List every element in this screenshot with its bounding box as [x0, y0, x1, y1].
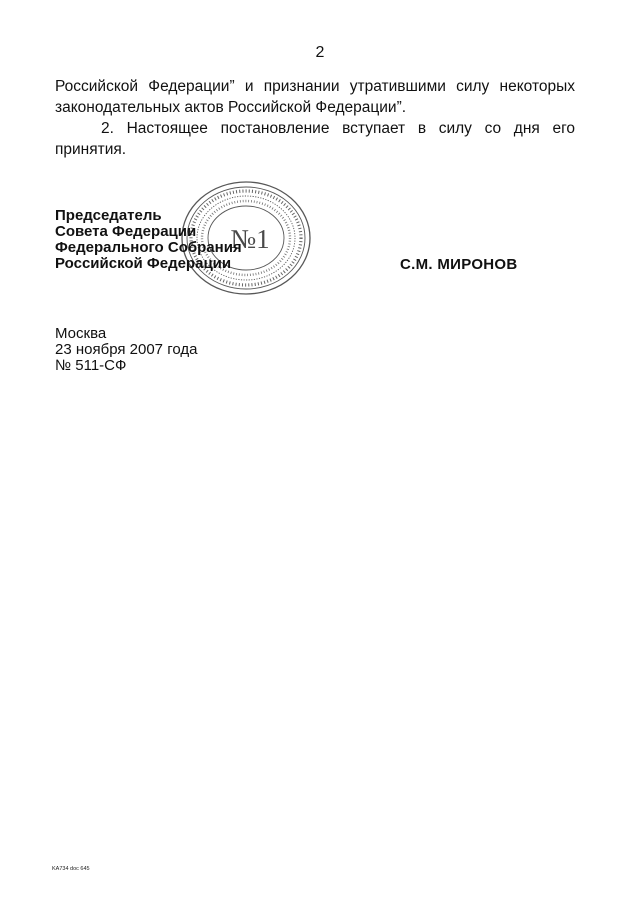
signature-title [55, 208, 242, 272]
document-number: № 511-СФ [55, 357, 127, 374]
paragraph-1-line-2: законодательных актов Российской Федерации”. [55, 99, 407, 116]
seal-number: №1 [230, 224, 270, 254]
signature-title-line-1: Председатель [55, 207, 162, 224]
city: Москва [55, 325, 107, 342]
paragraph-2 [55, 118, 575, 160]
page-number: 2 [315, 44, 325, 61]
place-date-block [55, 326, 197, 374]
document-date: 23 ноября 2007 года [55, 341, 198, 358]
paragraph-2-line-2: принятия. [55, 141, 127, 158]
footer-code: KA734 doc 645 [52, 866, 90, 872]
signer-name: С.М. МИРОНОВ [400, 256, 518, 273]
paragraph-1-line-1: Российской Федерации” и признании утратившими силу некоторых [55, 78, 575, 95]
signature-title-line-4: Российской Федерации [55, 255, 232, 272]
paragraph-2-line-1: 2. Настоящее постановление вступает в силу со дня его [101, 120, 575, 137]
signature-title-line-2: Совета Федерации [55, 223, 197, 240]
paragraph-1 [55, 76, 575, 118]
signature-title-line-3: Федерального Собрания [55, 239, 242, 256]
